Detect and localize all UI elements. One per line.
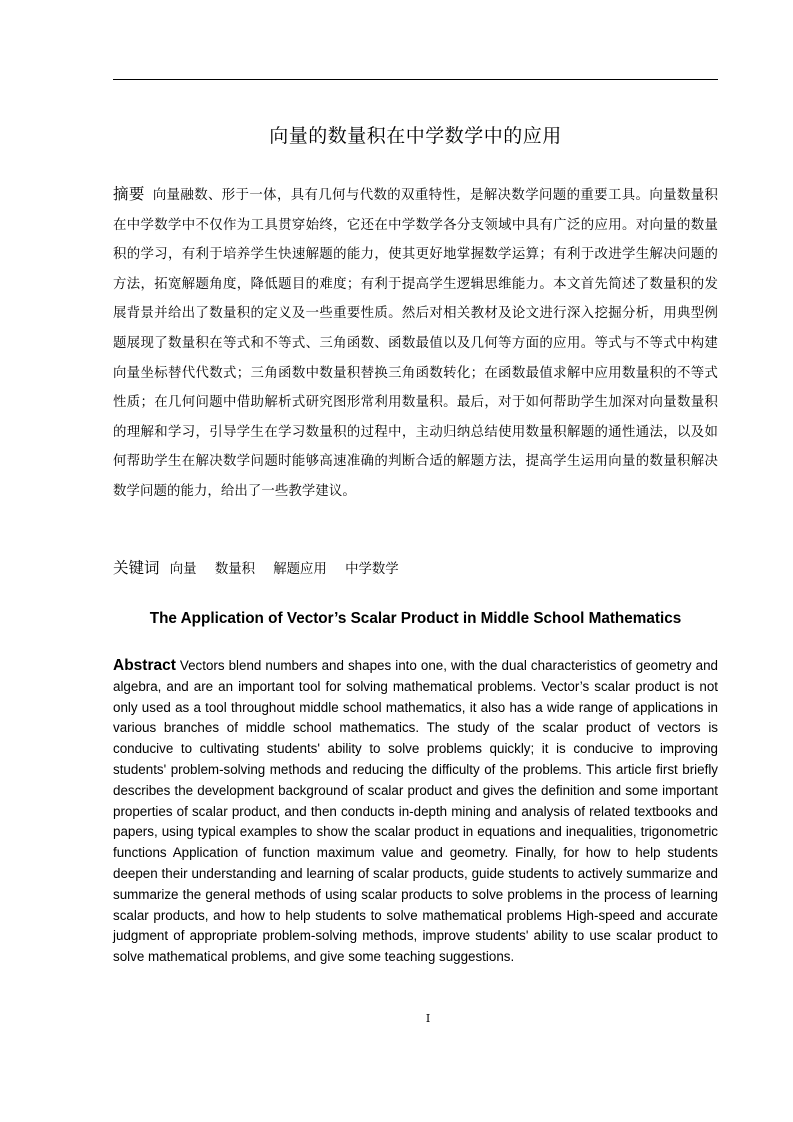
english-abstract-text: Vectors blend numbers and shapes into one, with the dual characteristics of geometry and algebra, and are an important tool for solving mathematical problems. Vector’s scalar product is not only used as a tool throughout middle school mathematics, it also has a wide range of applications in various branches of middle school mathematics. The study of the scalar product of vectors is conducive to cultivating students' ability to solve problems quickly; it is conducive to improving students' problem-solving methods and reducing the difficulty of the problems. This article first briefly describes the development background of scalar product and gives the definition and some important properties of scalar product, and then conducts in-depth mining and analysis of related textbooks and papers, using typical examples to show the scalar product in equations and inequalities, trigonometric functions Application of function maximum value and geometry. Finally, for how to help students deepen their understanding and learning of scalar products, guide students to actively summarize and summarize the general methods of using scalar products to solve problems in the process of learning scalar products, and how to help students to solve mathematical problems High-speed and accurate judgment of appropriate problem-solving methods, improve students' ability to use scalar product to solve mathematical problems, and give some teaching suggestions.	[113, 658, 718, 965]
chinese-abstract-label: 摘要	[113, 185, 145, 203]
keyword-item: 中学数学	[345, 562, 399, 577]
keyword-item: 解题应用	[273, 562, 327, 577]
chinese-keywords	[113, 555, 718, 583]
chinese-title: 向量的数量积在中学数学中的应用	[269, 125, 562, 147]
keyword-item: 数量积	[214, 562, 255, 577]
chinese-keywords-label: 关键词	[113, 559, 160, 577]
english-abstract-label: Abstract	[113, 657, 176, 674]
chinese-abstract	[113, 180, 718, 507]
page-number: I	[425, 1012, 431, 1025]
header-rule	[113, 79, 718, 80]
english-title: The Application of Vector’s Scalar Product in Middle School Mathematics	[149, 610, 682, 627]
chinese-abstract-text: 向量融数、形于一体，具有几何与代数的双重特性，是解决数学问题的重要工具。向量数量积在中学数学中不仅作为工具贯穿始终，它还在中学数学各分支领域中具有广泛的应用。对向量的数量积的学习，有利于培养学生快速解题的能力，使其更好地掌握数学运算；有利于改进学生解决问题的方法，拓宽解题角度，降低题目的难度；有利于提高学生逻辑思维能力。本文首先简述了数量积的发展背景并给出了数量积的定义及一些重要性质。然后对相关教材及论文进行深入挖掘分析，用典型例题展现了数量积在等式和不等式、三角函数、函数最值以及几何等方面的应用。等式与不等式中构建向量坐标替代代数式；三角函数中数量积替换三角函数转化；在函数最值求解中应用数量积的不等式性质；在几何问题中借助解析式研究图形常利用数量积。最后，对于如何帮助学生加深对向量数量积的理解和学习，引导学生在学习数量积的过程中，主动归纳总结使用数量积解题的通性通法，以及如何帮助学生在解决数学问题时能够高速准确的判断合适的解题方法，提高学生运用向量的数量积解决数学问题的能力，给出了一些教学建议。	[113, 188, 718, 499]
english-abstract	[113, 656, 718, 968]
keyword-item: 向量	[169, 562, 197, 577]
